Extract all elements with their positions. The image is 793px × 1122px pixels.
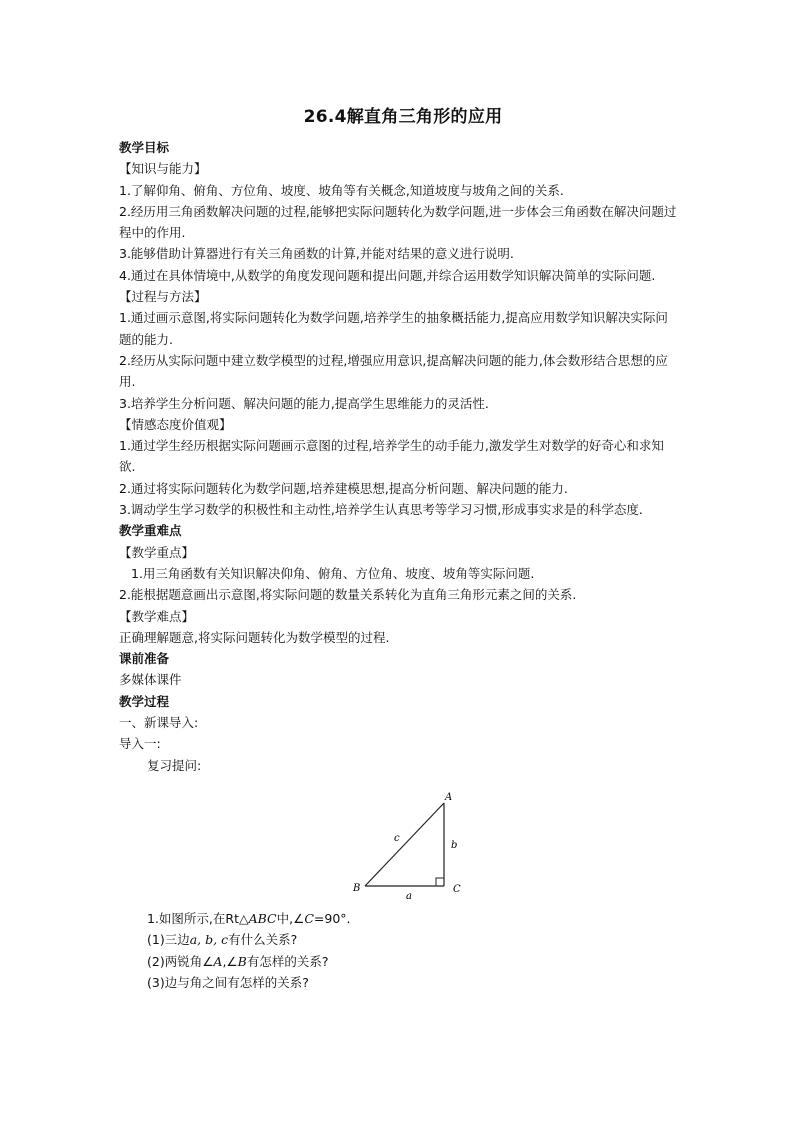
prep-heading: 课前准备 [119,651,170,667]
document-content [119,103,679,993]
list-item: 2.经历用三角函数解决问题的过程,能够把实际问题转化为数学问题,进一步体会三角函数在解决问题过程中的作用. [119,203,677,241]
question-var: a, b, c [189,932,229,948]
question-1a [119,929,679,950]
question-text: ,∠ [222,953,238,969]
key-heading: 教学重难点 [119,523,182,539]
triangle-diagram [119,780,679,908]
question-1 [119,908,679,929]
prep-text: 多媒体课件 [119,672,182,688]
question-var: C [304,910,314,926]
vertex-b-label: B [353,882,361,894]
list-item: 4.通过在具体情境中,从数学的角度发现问题和提出问题,并综合运用数学知识解决简单的实际问题. [119,267,656,283]
attitude-heading: 【情感态度价值观】 [119,416,232,432]
vertex-c-label: C [453,883,461,895]
list-item: 1.了解仰角、俯角、方位角、坡度、坡角等有关概念,知道坡度与坡角之间的关系. [119,182,564,198]
difficulty-heading: 【教学难点】 [119,608,195,624]
question-text: 有怎样的关系? [246,953,329,969]
goals-heading: 教学目标 [119,140,170,155]
side-c-line [365,803,444,886]
question-var: B [237,953,247,969]
question-text: (1)三边 [147,932,190,948]
question-text: (2)两锐角∠ [147,953,214,969]
list-item: 3.培养学生分析问题、解决问题的能力,提高学生思维能力的灵活性. [119,395,489,411]
question-1b [119,951,679,972]
question-text: =90°. [313,910,351,926]
knowledge-heading: 【知识与能力】 [119,161,207,177]
question-text: 中,∠ [276,910,305,926]
question-1c: (3)边与角之间有怎样的关系? [147,974,309,990]
right-angle-mark [436,878,444,886]
question-var: ABC [248,910,277,926]
page-title: 26.4解直角三角形的应用 [303,107,503,127]
list-item: 1.通过学生经历根据实际问题画示意图的过程,培养学生的动手能力,激发学生对数学的好奇心和求知欲. [119,438,664,475]
list-item: 2.经历从实际问题中建立数学模型的过程,增强应用意识,提高解决问题的能力,体会数形结合思想的应用. [119,352,668,390]
list-item: 1.用三角函数有关知识解决仰角、俯角、方位角、坡度、坡角等实际问题. [131,565,535,581]
question-text: 有什么关系? [228,932,298,948]
side-a-label: a [406,890,412,900]
list-item: 3.调动学生学习数学的积极性和主动性,培养学生认真思考等学习习惯,形成事实求是的科学态度. [119,502,643,518]
question-text: 1.如图所示,在Rt△ [147,910,249,926]
new-lesson-heading: 一、新课导入: [119,715,199,731]
question-var: A [213,953,223,969]
side-c-label: c [394,832,400,844]
intro-label: 导入一: [119,736,161,752]
difficulty-text: 正确理解题意,将实际问题转化为数学模型的过程. [119,629,390,645]
vertex-a-label: A [445,791,453,803]
process-heading: 【过程与方法】 [119,289,207,305]
side-b-label: b [451,839,458,851]
focus-heading: 【教学重点】 [119,544,195,560]
procedure-heading: 教学过程 [119,693,170,709]
list-item: 3.能够借助计算器进行有关三角函数的计算,并能对结果的意义进行说明. [119,246,514,262]
list-item: 2.能根据题意画出示意图,将实际问题的数量关系转化为直角三角形元素之间的关系. [119,587,577,603]
list-item: 1.通过画示意图,将实际问题转化为数学问题,培养学生的抽象概括能力,提高应用数学知识解决实际问题的能力. [119,310,668,347]
review-label: 复习提问: [147,757,202,773]
list-item: 2.通过将实际问题转化为数学问题,培养建模思想,提高分析问题、解决问题的能力. [119,480,568,496]
right-triangle-figure [344,780,474,900]
